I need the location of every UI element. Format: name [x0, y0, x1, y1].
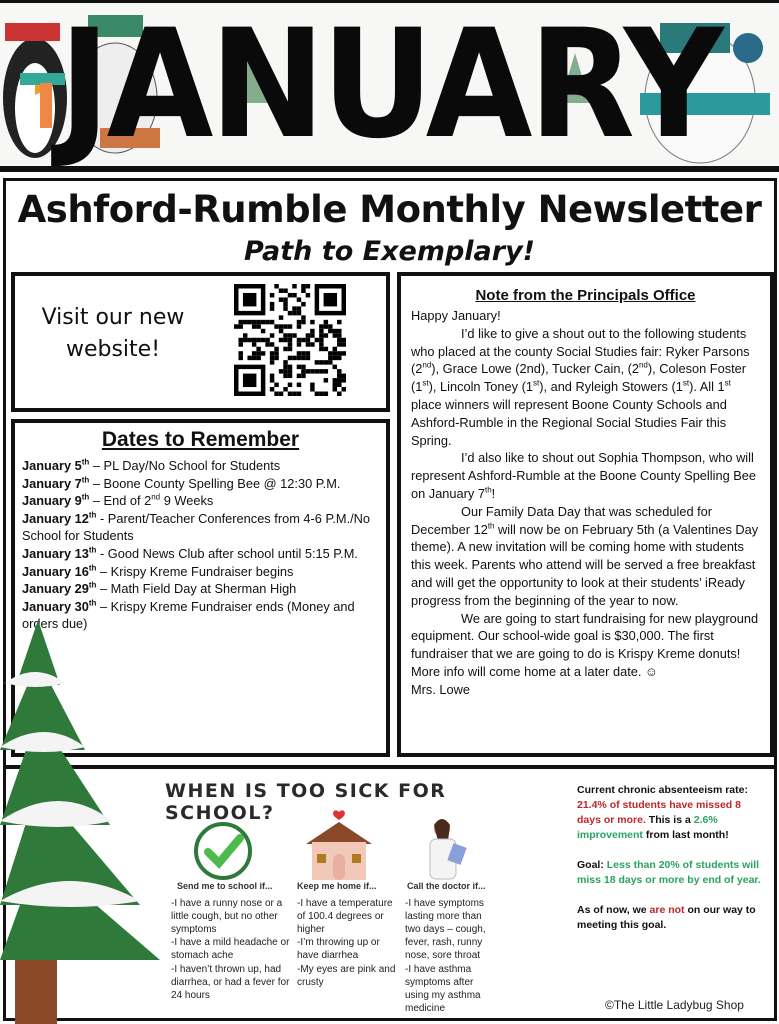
- note-paragraph: [411, 610, 763, 681]
- column-lines: [297, 897, 397, 989]
- qr-code-icon[interactable]: [234, 284, 346, 396]
- ordinal: st: [682, 378, 690, 388]
- symptom-line: -I have a temperature of 100.4 degrees or higher: [297, 898, 393, 936]
- note-text: ), Grace Lowe (2nd), Tucker Cain, (2: [431, 361, 639, 377]
- date-item: [22, 475, 382, 493]
- date-label: January 13: [22, 545, 89, 561]
- ordinal: st: [532, 378, 540, 388]
- date-item: [22, 580, 382, 598]
- date-description: – Krispy Kreme Fundraiser ends (Money and orders due): [22, 598, 355, 632]
- note-text: !: [491, 485, 496, 501]
- house-icon: [302, 808, 376, 882]
- note-text: We are going to start fundraising for new playground equipment. Our school-wide goal is $30,000. The first fundraiser that we are going to do is Krispy Kreme donuts! More info will come home at a later date. ☺: [411, 610, 759, 679]
- website-text: Visit our new website!: [41, 305, 185, 362]
- date-item: [22, 457, 382, 475]
- january-banner: [0, 0, 779, 172]
- absenteeism-rate: [577, 783, 767, 843]
- note-paragraph: [411, 307, 763, 325]
- date-description: - Parent/Teacher Conferences from 4-6 P.M./No School for Students: [22, 510, 371, 544]
- pine-tree-icon: [0, 615, 165, 1024]
- absenteeism-info: [577, 783, 767, 933]
- date-description: – Math Field Day at Sherman High: [96, 581, 297, 597]
- ordinal: th: [487, 521, 495, 531]
- note-text: ), Coleson Foster (1: [411, 361, 747, 395]
- ordinal: th: [88, 598, 97, 608]
- date-item: [22, 545, 382, 563]
- symptom-line: -I’m throwing up or have diarrhea: [297, 937, 380, 962]
- note-text: place winners will represent Boone County Schools and Ashford-Rumble in the Regional Social Studies Fair this Spring.: [411, 396, 727, 448]
- date-item: [22, 510, 382, 545]
- date-description: - Good News Club after school until 5:15 P.M.: [96, 545, 358, 561]
- dates-list: [22, 457, 382, 633]
- symptom-line: -My eyes are pink and crusty: [297, 963, 396, 988]
- date-label: January 9: [22, 493, 82, 509]
- date-description: – Boone County Spelling Bee @ 12:30 P.M.: [89, 475, 341, 491]
- note-paragraph: [411, 503, 763, 610]
- date-label: January 16: [22, 563, 89, 579]
- text: Current chronic absenteeism rate:: [577, 784, 748, 796]
- text: on our way to meeting this goal.: [577, 904, 756, 931]
- text: As of now, we: [577, 904, 650, 916]
- date-label: January 5: [22, 458, 82, 473]
- ordinal: th: [88, 545, 97, 555]
- ordinal: th: [88, 580, 97, 590]
- ordinal: th: [485, 485, 492, 495]
- note-text: I’d also like to shout out Sophia Thompson, who will represent Ashford-Rumble at the Boone County Spelling Bee on January 7: [411, 450, 757, 501]
- newsletter-subtitle: Path to Exemplary!: [243, 236, 535, 267]
- ordinal: nd: [638, 361, 648, 371]
- improvement-value: 2.6% improvement: [577, 814, 718, 841]
- ordinal: nd: [422, 361, 432, 371]
- date-description: – End of 2: [89, 493, 152, 509]
- date-label: January 7: [22, 475, 82, 491]
- note-paragraph: [411, 681, 763, 699]
- column-heading: Send me to school if...: [177, 881, 273, 891]
- ordinal: st: [724, 378, 731, 388]
- column-heading: Call the doctor if...: [407, 881, 486, 891]
- note-text: Mrs. Lowe: [411, 681, 471, 697]
- text: This is a: [645, 814, 694, 826]
- credit-text: ©The Little Ladybug Shop: [605, 998, 744, 1012]
- date-label: January 30: [22, 598, 89, 614]
- date-item: [22, 563, 382, 581]
- symptom-line: -I have asthma symptoms after using my asthma medicine: [405, 963, 481, 1014]
- date-item: [22, 492, 382, 510]
- column-heading: Keep me home if...: [297, 881, 377, 891]
- text: from last month!: [642, 829, 729, 841]
- symptom-line: -I have symptoms lasting more than two days – cough, fever, rash, runny nose, sore throat: [405, 898, 486, 962]
- date-description: – Krispy Kreme Fundraiser begins: [96, 563, 294, 579]
- note-text: ), and Ryleigh Stowers (1: [539, 379, 683, 395]
- rate-value: 21.4% of students have missed 8 days or more.: [577, 799, 741, 826]
- date-label: January 12: [22, 510, 89, 526]
- ordinal: th: [88, 563, 97, 573]
- date-description: 9 Weeks: [160, 493, 214, 509]
- note-text: Our Family Data Day that was scheduled for December 12: [411, 503, 713, 537]
- checkmark-icon: [192, 820, 254, 882]
- ordinal: th: [81, 475, 90, 485]
- principal-note-heading: Note from the Principals Office: [475, 287, 696, 304]
- doctor-icon: [422, 815, 480, 880]
- banner-title: JANUARY: [58, 0, 721, 172]
- column-lines: [171, 897, 296, 1002]
- note-text: I’d like to give a shout out to the following students who placed at the county Social Studies fair: Ryker Parsons (2: [411, 325, 750, 377]
- note-paragraph: [411, 449, 763, 502]
- note-text: Happy January!: [411, 308, 501, 323]
- dates-heading: Dates to Remember: [101, 428, 300, 451]
- status-value: are not: [649, 904, 685, 916]
- symptom-line: -I have a mild headache or stomach ache: [171, 937, 290, 962]
- newsletter-title: Ashford-Rumble Monthly Newsletter: [17, 188, 762, 231]
- text: Goal:: [577, 859, 607, 871]
- symptom-line: -I have a runny nose or a little cough, but no other symptoms: [171, 898, 283, 936]
- note-paragraph: [411, 325, 763, 450]
- note-text: ), Lincoln Toney (1: [428, 379, 533, 395]
- absenteeism-status: [577, 903, 767, 933]
- ordinal: th: [81, 492, 90, 502]
- sick-heading: WHEN IS TOO SICK FOR SCHOOL?: [165, 780, 447, 824]
- note-text: ). All 1: [689, 379, 725, 395]
- sick-column: [405, 880, 495, 1015]
- symptom-line: -I haven’t thrown up, had diarrhea, or had a fever for 24 hours: [171, 963, 290, 1001]
- sick-column: [297, 880, 397, 989]
- ordinal: th: [81, 457, 90, 467]
- column-lines: [405, 897, 495, 1015]
- principal-note-body: [411, 307, 763, 699]
- absenteeism-goal: [577, 858, 767, 888]
- ordinal: nd: [151, 492, 161, 502]
- note-text: will now be on February 5th (a Valentines Day theme). A new invitation will be coming home with students this week. Parents who attend will be served a free breakfast and will get the opportunity to look at their students’ iReady progress from the beginning of the year to now.: [411, 521, 759, 608]
- ordinal: st: [422, 378, 429, 388]
- ordinal: th: [88, 510, 97, 520]
- date-description: – PL Day/No School for Students: [89, 458, 281, 473]
- sick-column: [171, 880, 296, 1002]
- date-label: January 29: [22, 581, 89, 597]
- goal-value: Less than 20% of students will miss 18 days or more by end of year.: [577, 859, 761, 886]
